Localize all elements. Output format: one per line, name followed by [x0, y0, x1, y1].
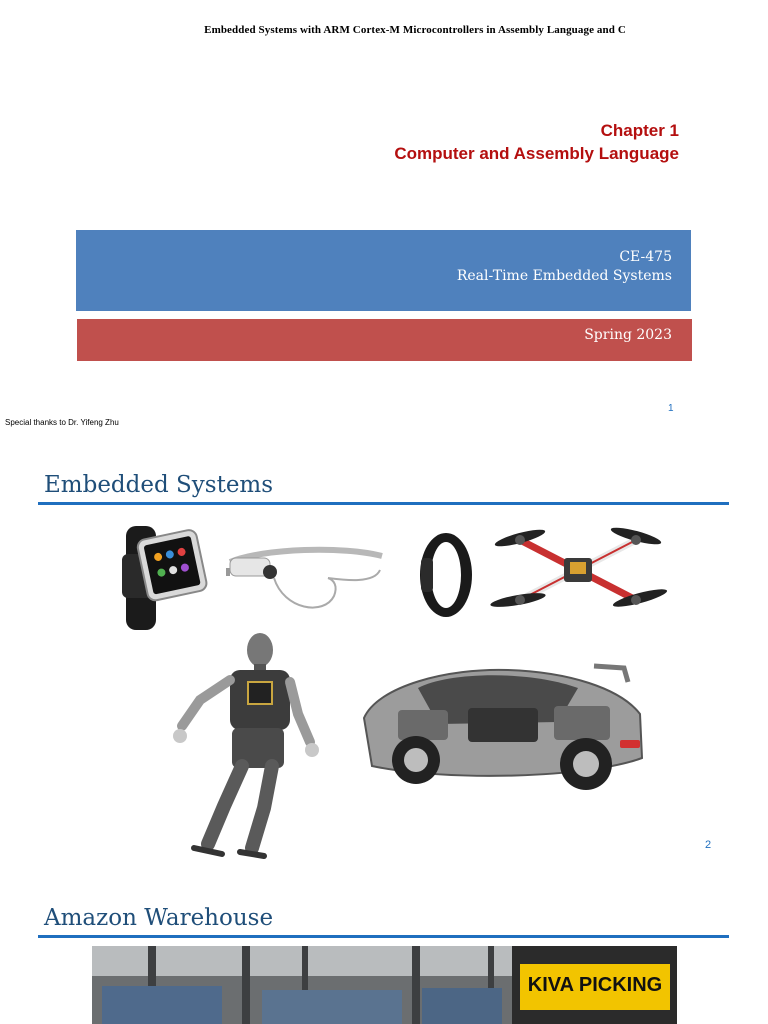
course-banner: [76, 230, 691, 311]
kiva-picking-sign: KIVA PICKING: [527, 974, 663, 996]
term-label: Spring 2023: [584, 327, 672, 343]
section-title-amazon: Amazon Warehouse: [44, 905, 274, 931]
chapter-label: Chapter 1: [600, 121, 679, 140]
chapter-title: Computer and Assembly Language: [394, 144, 679, 163]
humanoid-robot-image: [160, 630, 330, 862]
smart-glasses-image: [224, 540, 388, 620]
smartwatch-image: [112, 524, 212, 632]
warehouse-photo: [92, 946, 677, 1024]
page-number-2: 2: [705, 839, 712, 851]
title-rule: [38, 935, 729, 938]
title-rule: [38, 502, 729, 505]
term-banner: [77, 319, 692, 361]
book-title: Embedded Systems with ARM Cortex-M Microcontrollers in Assembly Language and C: [204, 24, 626, 36]
fitness-band-image: [413, 528, 479, 622]
drone-image: [480, 514, 676, 626]
car-cutaway-image: [358, 648, 648, 800]
section-title-embedded: Embedded Systems: [44, 472, 274, 498]
course-name: Real-Time Embedded Systems: [456, 268, 672, 284]
chapter-heading: [394, 119, 679, 165]
page-number-1: 1: [668, 403, 674, 414]
acknowledgement: Special thanks to Dr. Yifeng Zhu: [5, 418, 119, 427]
course-code: CE-475: [619, 249, 672, 265]
